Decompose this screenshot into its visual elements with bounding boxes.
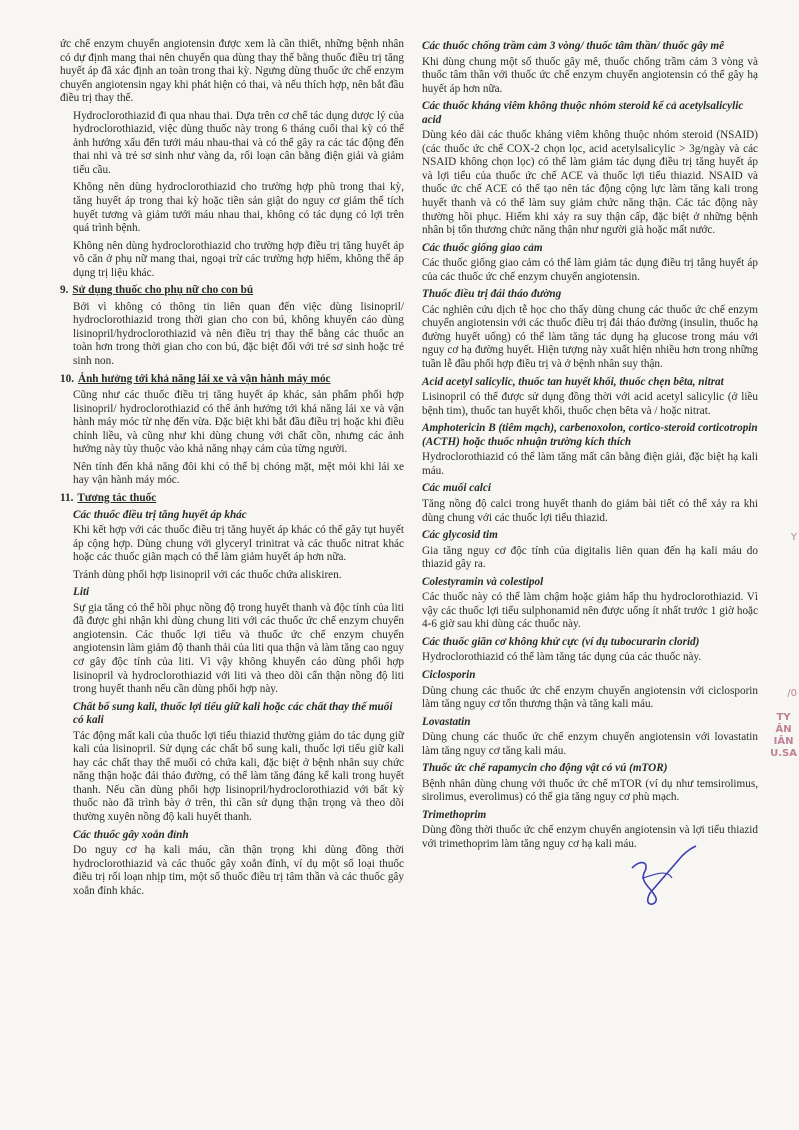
- section-number: 9.: [60, 284, 69, 297]
- paragraph: Dùng chung các thuốc ức chế enzym chuyển angiotensin với lovastatin làm tăng nguy cơ tăng kali máu.: [422, 731, 758, 757]
- section-title: Sử dụng thuốc cho phụ nữ cho con bú: [72, 284, 254, 297]
- paragraph: Hydroclorothiazid có thể làm tăng mất cân bằng điện giải, đặc biệt hạ kali máu.: [422, 451, 758, 477]
- paragraph: Sự gia tăng có thể hồi phục nồng độ trong huyết thanh và độc tính của liti đã được ghi nhận khi dùng chung liti với các thuốc ức chế enzym chuyển angiotensin. Các thuốc lợi tiểu và thuốc ức chế enzym chuyển angiotensin làm giảm độ thanh thải của liti qua thận và làm tăng cao nguy cơ gây độc tính của liti. Vì vậy không khuyến cáo dùng phối hợp lisinopril và hydroclorothiazid với liti và theo dõi cẩn thận nồng độ liti trong huyết thanh nếu cần dùng phối hợp này.: [73, 601, 404, 696]
- subsection-heading: Thuốc điều trị đái tháo đường: [422, 288, 562, 301]
- paragraph: Các nghiên cứu dịch tễ học cho thấy dùng chung các thuốc ức chế enzym chuyển angiotensin với các thuốc điều trị đái tháo đường (insulin, thuốc hạ đường huyết uống) có thể làm tăng tác dụng hạ glucose trong máu với nguy cơ hạ đường huyết. Hiện tượng này xuất hiện nhiều hơn trong những tuần lễ đầu phối hợp điều trị và ở bệnh nhân suy thận.: [422, 303, 758, 371]
- section-heading: [60, 492, 404, 506]
- subsection-heading: Các thuốc điều trị tăng huyết áp khác: [73, 508, 247, 521]
- paragraph: Do nguy cơ hạ kali máu, cần thận trọng khi dùng đồng thời hydroclorothiazid và các thuốc gây xoắn đỉnh, ví dụ một số loại thuốc điều trị rối loạn nhịp tim, một số thuốc điều trị tâm thần và các thuốc gây xoắn đỉnh khác.: [73, 844, 404, 897]
- section-number: 10.: [60, 372, 74, 385]
- section-title: Ảnh hưởng tới khả năng lái xe và vận hành máy móc: [77, 372, 331, 385]
- paragraph: Các thuốc này có thể làm chậm hoặc giảm hấp thu hydroclorothiazid. Vì vậy các thuốc lợi tiểu sulphonamid nên được uống ít nhất trước 1 giờ hoặc 4-6 giờ sau khi dùng các thuốc này.: [422, 591, 758, 631]
- paragraph: Khi kết hợp với các thuốc điều trị tăng huyết áp khác có thể gây tụt huyết áp cộng hợp. Dùng chung với glyceryl trinitrat và các thuốc nitrat khác hoặc các thuốc giãn mạch có thể làm giảm huyết áp hơn nữa.: [73, 524, 404, 564]
- signature-scribble: [622, 838, 712, 918]
- paragraph: Dùng chung các thuốc ức chế enzym chuyển angiotensin với ciclosporin làm tăng nguy cơ tổn thương thận và tăng kali máu.: [422, 684, 758, 711]
- paragraph: Tăng nồng độ calci trong huyết thanh do giảm bài tiết có thể xảy ra khi dùng chung với các thuốc lợi tiểu thiazid.: [422, 497, 758, 524]
- left-column: [60, 38, 404, 902]
- stamp-line: IÂN: [773, 736, 794, 747]
- paragraph: Tác động mất kali của thuốc lợi tiểu thiazid thường giảm do tác dụng giữ kali của lisinopril. Sử dụng các chất bổ sung kali, thuốc lợi tiểu giữ kali hay các chất thay thế muối có chứa kali, đặc biệt ở bệnh nhân suy chức năng thận hoặc đái tháo đường, có thể làm tăng đáng kể kali trong huyết thanh. Nếu cần dùng phối hợp lisinopril/hydroclorothiazid với bất kỳ thuốc nào đã trình bày ở trên, thì cần sử dụng thận trọng và theo dõi thường xuyên nồng độ kali huyết thanh.: [73, 729, 404, 823]
- paragraph: ức chế enzym chuyển angiotensin được xem là cần thiết, những bệnh nhân có dự định mang thai nên chuyển qua dùng thay thế bằng thuốc điều trị tăng huyết áp đã xác định an toàn trong thai kỳ. Ngưng dùng thuốc ức chế enzym chuyển angiotensin ngay khi phát hiện có thai, và nếu thích hợp, nên bắt đầu điều trị thay thế.: [60, 38, 404, 105]
- section-number: 11.: [60, 491, 74, 504]
- subsection-heading: Acid acetyl salicylic, thuốc tan huyết khối, thuốc chẹn bêta, nitrat: [422, 375, 724, 388]
- subsection-heading: Các muối calci: [422, 482, 491, 495]
- paragraph: Cũng như các thuốc điều trị tăng huyết áp khác, sản phẩm phối hợp lisinopril/ hydroclorothiazid có thể ảnh hưởng tới khả năng lái xe và vận hành máy móc từ nhẹ đến vừa. Đặc biệt khi bắt đầu điều trị hoặc khi điều chỉnh liều, và cũng như khi dùng chung với chất cồn, nhưng các ảnh hưởng này tùy thuộc vào khả năng nhạy cảm của từng người.: [73, 389, 404, 456]
- paragraph: Hydroclorothiazid đi qua nhau thai. Dựa trên cơ chế tác dụng dược lý của hydroclorothiazid, việc dùng thuốc này trong 6 tháng cuối thai kỳ có thể ảnh hưởng xấu đến tưới máu nhau-thai và có thể gây ra các tác động đến thai nhi và trẻ sơ sinh như vàng da, rối loạn cân bằng điện giải và giảm tiểu cầu.: [73, 109, 404, 176]
- section-title: Tương tác thuốc: [77, 491, 157, 504]
- paragraph: Bệnh nhân dùng chung với thuốc ức chế mTOR (ví dụ như temsirolimus, sirolimus, everolimus) có thể gia tăng nguy cơ phù mạch.: [422, 777, 758, 804]
- subsection-heading: Ciclosporin: [422, 668, 476, 681]
- paragraph: Hydroclorothiazid có thể làm tăng tác dụng của các thuốc này.: [422, 651, 702, 664]
- stamp-fragment-top: Y: [790, 532, 797, 543]
- subsection-heading: Các thuốc kháng viêm không thuộc nhóm steroid kể cả acetylsalicylic acid: [422, 100, 744, 126]
- paragraph: Dùng kéo dài các thuốc kháng viêm không thuộc nhóm steroid (NSAID) (các thuốc ức chế COX-2 chọn lọc, acid acetylsalicylic > 3g/ngày và các NSAID không chọn lọc) có thể làm giảm tác dụng điều trị tăng huyết áp và lợi tiểu của thuốc ức chế ACE và thuốc lợi tiểu thiazid. NSAID và thuốc ức chế ACE có thể tạo nên tác động cộng lực làm tăng kali trong huyết thanh và có thể làm suy giảm chức năng thận. Các tác động này thường hồi phục. Hiếm khi xảy ra suy thận cấp, đặc biệt ở những bệnh nhân bị tổn thương chức năng thận như người già hoặc mất nước.: [422, 129, 758, 237]
- paragraph: Không nên dùng hydroclorothiazid cho trường hợp phù trong thai kỳ, tăng huyết áp trong thai kỳ hoặc tiền sản giật do nguy cơ giảm thể tích huyết tương và giảm tưới máu nhau thai, không có tác dụng có lợi trên quá trình bệnh.: [73, 181, 404, 235]
- paragraph: Khi dùng chung một số thuốc gây mê, thuốc chống trầm cảm 3 vòng và thuốc tâm thần với thuốc ức chế enzym chuyển angiotensin có thể gây hạ huyết áp hơn nữa.: [422, 55, 758, 95]
- subsection-heading: Các glycosid tim: [422, 529, 498, 542]
- paragraph: Lisinopril có thể được sử dụng đồng thời với acid acetyl salicylic (ở liều bệnh tim), thuốc tan huyết khối, thuốc chẹn bêta và / hoặc nitrat.: [422, 391, 758, 417]
- stamp-fragment: [770, 712, 797, 760]
- paragraph: Các thuốc giống giao cảm có thể làm giảm tác dụng điều trị tăng huyết áp của các thuốc ức chế enzym chuyển angiotensin.: [422, 257, 758, 283]
- subsection-heading: Thuốc ức chế rapamycin cho động vật có vú (mTOR): [422, 762, 668, 775]
- paragraph: Tránh dùng phối hợp lisinopril với các thuốc chứa aliskiren.: [73, 568, 342, 581]
- subsection-heading: Các thuốc chống trầm cảm 3 vòng/ thuốc tâm thần/ thuốc gây mê: [422, 40, 725, 52]
- paragraph: Không nên dùng hydroclorothiazid cho trường hợp điều trị tăng huyết áp vô căn ở phụ nữ mang thai, ngoại trừ các trường hợp hiếm, không thể áp dụng trị liệu khác.: [73, 239, 404, 279]
- subsection-heading: Các thuốc gây xoắn đỉnh: [73, 828, 189, 841]
- subsection-heading: Amphotericin B (tiêm mạch), carbenoxolon, cortico-steroid corticotropin (ACTH) hoặc thuốc nhuận trường kích thích: [422, 422, 758, 448]
- paragraph: Nên tính đến khả năng đôi khi có thể bị chóng mặt, mệt mỏi khi lái xe hay vận hành máy móc.: [73, 460, 404, 487]
- stamp-line: U.SA: [770, 748, 797, 759]
- section-heading: [60, 284, 404, 298]
- subsection-heading: Lovastatin: [422, 715, 471, 728]
- paragraph: Bởi vì không có thông tin liên quan đến việc dùng lisinopril/ hydroclorothiazid trong thời gian cho con bú, không khuyến cáo dùng lisinopril/hydroclorothiazid và nên điều trị thay thế bằng các thuốc an toàn hơn trong thời gian cho con bú, đặc biệt đối với trẻ sơ sinh hoặc trẻ sinh non.: [73, 300, 404, 368]
- stamp-line: ÂN: [775, 724, 792, 735]
- subsection-heading: Liti: [73, 586, 90, 599]
- stamp-line: TY: [776, 712, 791, 723]
- section-heading: [60, 373, 404, 387]
- stamp-fragment-mid: /0: [787, 688, 797, 699]
- subsection-heading: Các thuốc giãn cơ không khử cực (ví dụ tubocurarin clorid): [422, 635, 700, 648]
- subsection-heading: Trimethoprim: [422, 808, 487, 821]
- subsection-heading: Các thuốc giống giao cảm: [422, 241, 543, 254]
- subsection-heading: Chất bổ sung kali, thuốc lợi tiểu giữ kali hoặc các chất thay thế muối có kali: [73, 700, 393, 727]
- right-column: [422, 38, 758, 856]
- subsection-heading: Colestyramin và colestipol: [422, 575, 544, 588]
- paragraph: Dùng đồng thời thuốc ức chế enzym chuyển angiotensin và lợi tiểu thiazid với trimethoprim làm tăng nguy cơ hạ kali máu.: [422, 824, 758, 850]
- paragraph: Gia tăng nguy cơ độc tính của digitalis liên quan đến hạ kali máu do thiazid gây ra.: [422, 544, 758, 571]
